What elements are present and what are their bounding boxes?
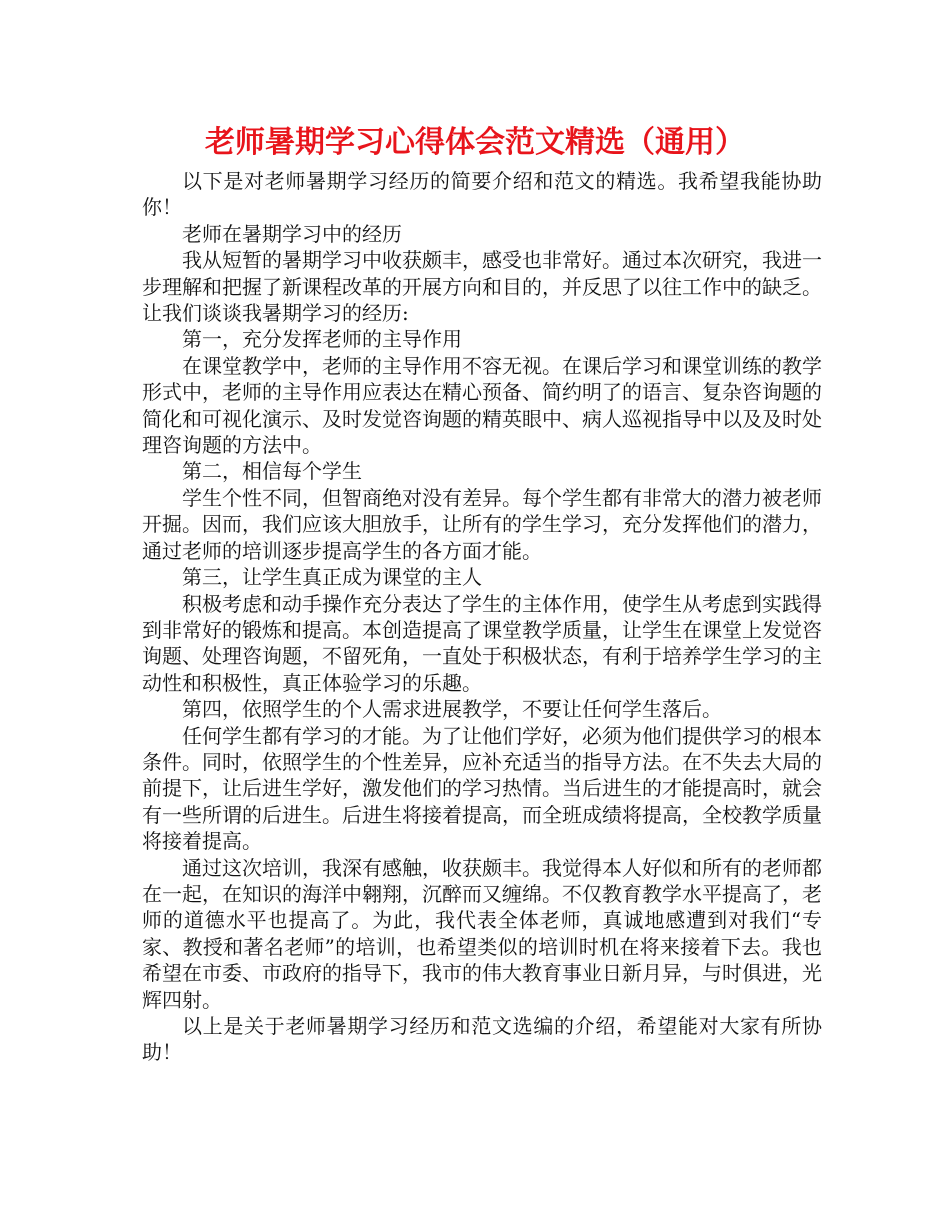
paragraph-point-three-body: 积极考虑和动手操作充分表达了学生的主体作用，使学生从考虑到实践得到非常好的锻炼和提高。本创造提高了课堂教学质量，让学生在课堂上发觉咨询题、处理咨询题，不留死角，一直处于积极状态，有利于培养学生学习的主动性和积极性，真正体验学习的乐趣。 <box>142 591 822 695</box>
paragraph-experience: 我从短暂的暑期学习中收获颇丰，感受也非常好。通过本次研究，我进一步理解和把握了新课程改革的开展方向和目的，并反思了以往工作中的缺乏。让我们谈谈我暑期学习的经历: <box>142 248 822 326</box>
paragraph-conclusion: 以上是关于老师暑期学习经历和范文选编的介绍，希望能对大家有所协助！ <box>142 1014 822 1065</box>
document-title: 老师暑期学习心得体会范文精选（通用） <box>205 125 745 160</box>
paragraph-intro: 以下是对老师暑期学习经历的简要介绍和范文的精选。我希望我能协助你！ <box>142 169 822 220</box>
paragraph-point-two-body: 学生个性不同，但智商绝对没有差异。每个学生都有非常大的潜力被老师开掘。因而，我们应该大胆放手，让所有的学生学习，充分发挥他们的潜力，通过老师的培训逐步提高学生的各方面才能。 <box>142 485 822 563</box>
paragraph-reflection: 通过这次培训，我深有感触，收获颇丰。我觉得本人好似和所有的老师都在一起，在知识的海洋中翱翔，沉醉而又缠绵。不仅教育教学水平提高了，老师的道德水平也提高了。为此，我代表全体老师，真诚地感遭到对我们“专家、教授和著名老师”的培训，也希望类似的培训时机在将来接着下去。我也希望在市委、市政府的指导下，我市的伟大教育事业日新月异，与时俱进，光辉四射。 <box>142 855 822 1012</box>
paragraph-point-three-heading: 第三，让学生真正成为课堂的主人 <box>182 565 482 590</box>
document-body <box>142 168 822 1066</box>
paragraph-point-four-heading: 第四，依照学生的个人需求进展教学，不要让任何学生落后。 <box>182 697 722 722</box>
paragraph-point-four-body: 任何学生都有学习的才能。为了让他们学好，必须为他们提供学习的根本条件。同时，依照学生的个性差异，应补充适当的指导方法。在不失去大局的前提下，让后进生学好，激发他们的学习热情。当后进生的才能提高时，就会有一些所谓的后进生。后进生将接着提高，而全班成绩将提高，全校教学质量将接着提高。 <box>142 723 822 854</box>
paragraph-point-one-body: 在课堂教学中，老师的主导作用不容无视。在课后学习和课堂训练的教学形式中，老师的主导作用应表达在精心预备、简约明了的语言、复杂咨询题的简化和可视化演示、及时发觉咨询题的精英眼中、病人巡视指导中以及及时处理咨询题的方法中。 <box>142 353 822 458</box>
paragraph-point-two-heading: 第二，相信每个学生 <box>182 459 362 484</box>
paragraph-point-one-heading: 第一，充分发挥老师的主导作用 <box>182 327 462 352</box>
paragraph-heading: 老师在暑期学习中的经历 <box>182 221 402 246</box>
